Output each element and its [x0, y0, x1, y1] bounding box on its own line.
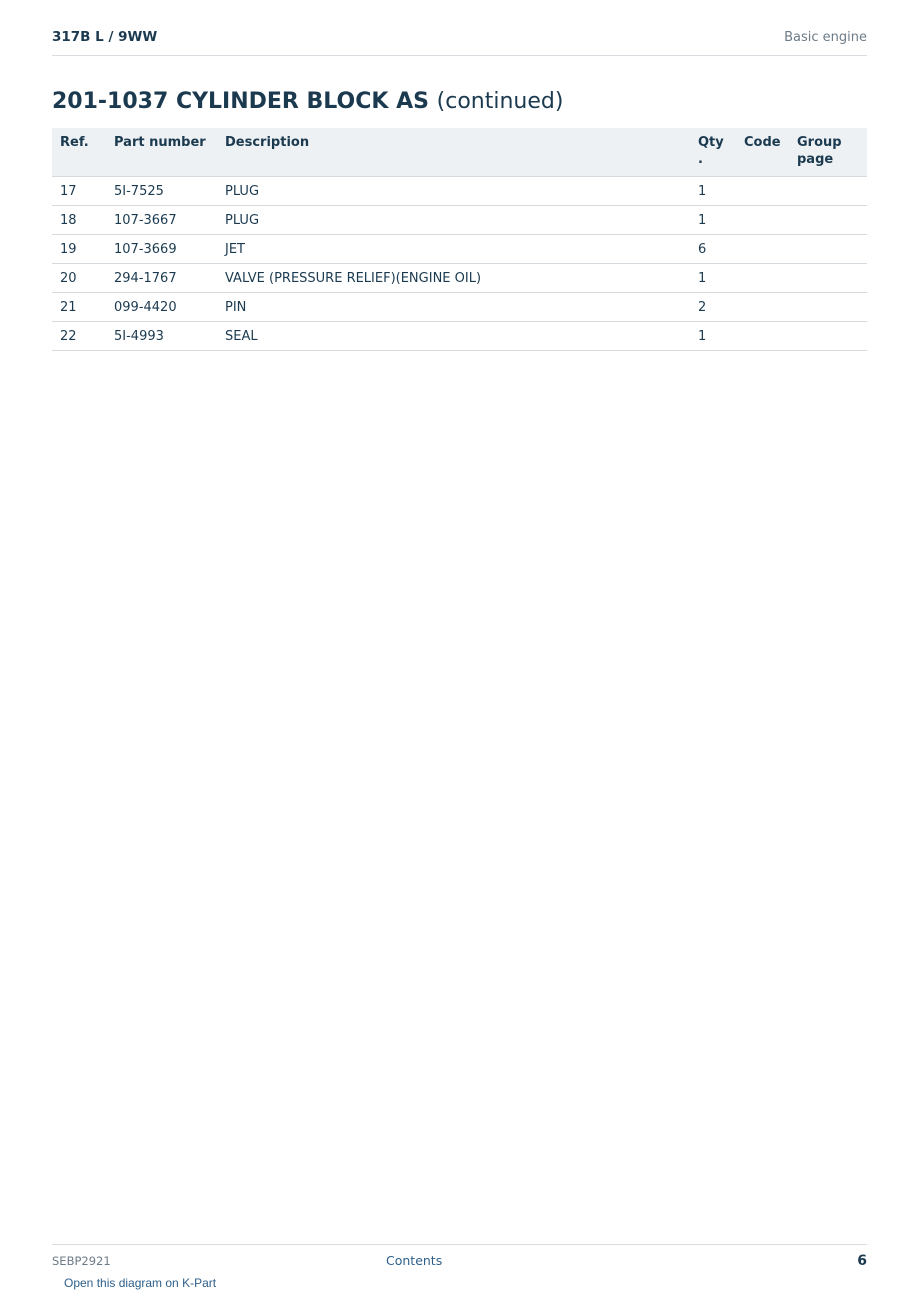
cell-description: SEAL	[217, 322, 690, 351]
cell-qty: 1	[690, 206, 736, 235]
cell-group-page	[789, 235, 867, 264]
continued-label: (continued)	[436, 89, 564, 114]
cell-code	[736, 235, 789, 264]
page-title	[52, 89, 563, 114]
cell-description: PLUG	[217, 177, 690, 206]
cell-description: PLUG	[217, 206, 690, 235]
parts-table-body	[52, 177, 867, 351]
cell-ref: 22	[52, 322, 106, 351]
column-header-code: Code	[736, 128, 789, 177]
cell-code	[736, 264, 789, 293]
cell-part-number: 5I-7525	[106, 177, 217, 206]
page-header	[52, 28, 867, 56]
cell-part-number: 294-1767	[106, 264, 217, 293]
column-header-ref: Ref.	[52, 128, 106, 177]
document-id: SEBP2921	[52, 1254, 111, 1268]
cell-group-page	[789, 177, 867, 206]
page-footer	[52, 1244, 867, 1301]
cell-code	[736, 177, 789, 206]
table-row	[52, 293, 867, 322]
cell-code	[736, 206, 789, 235]
machine-model: 317B L / 9WW	[52, 29, 158, 45]
cell-code	[736, 322, 789, 351]
table-row	[52, 206, 867, 235]
section-name: Basic engine	[784, 30, 867, 45]
cell-ref: 18	[52, 206, 106, 235]
parts-table	[52, 128, 867, 351]
contents-link[interactable]: Contents	[386, 1253, 443, 1268]
cell-description: VALVE (PRESSURE RELIEF)(ENGINE OIL)	[217, 264, 690, 293]
cell-group-page	[789, 206, 867, 235]
assembly-title: 201-1037 CYLINDER BLOCK AS	[52, 89, 429, 114]
open-kpart-link[interactable]: Open this diagram on K-Part	[64, 1276, 217, 1290]
cell-description: JET	[217, 235, 690, 264]
cell-qty: 1	[690, 264, 736, 293]
cell-group-page	[789, 322, 867, 351]
table-header-row	[52, 128, 867, 177]
column-header-qty: Qty .	[690, 128, 736, 177]
cell-qty: 2	[690, 293, 736, 322]
column-header-group-page: Group page	[789, 128, 867, 177]
cell-qty: 6	[690, 235, 736, 264]
cell-description: PIN	[217, 293, 690, 322]
table-row	[52, 322, 867, 351]
table-row	[52, 235, 867, 264]
cell-ref: 21	[52, 293, 106, 322]
cell-part-number: 5I-4993	[106, 322, 217, 351]
cell-code	[736, 293, 789, 322]
cell-qty: 1	[690, 177, 736, 206]
table-row	[52, 264, 867, 293]
page-number: 6	[857, 1253, 867, 1269]
cell-ref: 19	[52, 235, 106, 264]
cell-part-number: 107-3669	[106, 235, 217, 264]
table-row	[52, 177, 867, 206]
column-header-part-number: Part number	[106, 128, 217, 177]
cell-ref: 17	[52, 177, 106, 206]
column-header-description: Description	[217, 128, 690, 177]
cell-group-page	[789, 264, 867, 293]
cell-group-page	[789, 293, 867, 322]
cell-part-number: 099-4420	[106, 293, 217, 322]
cell-qty: 1	[690, 322, 736, 351]
cell-part-number: 107-3667	[106, 206, 217, 235]
cell-ref: 20	[52, 264, 106, 293]
